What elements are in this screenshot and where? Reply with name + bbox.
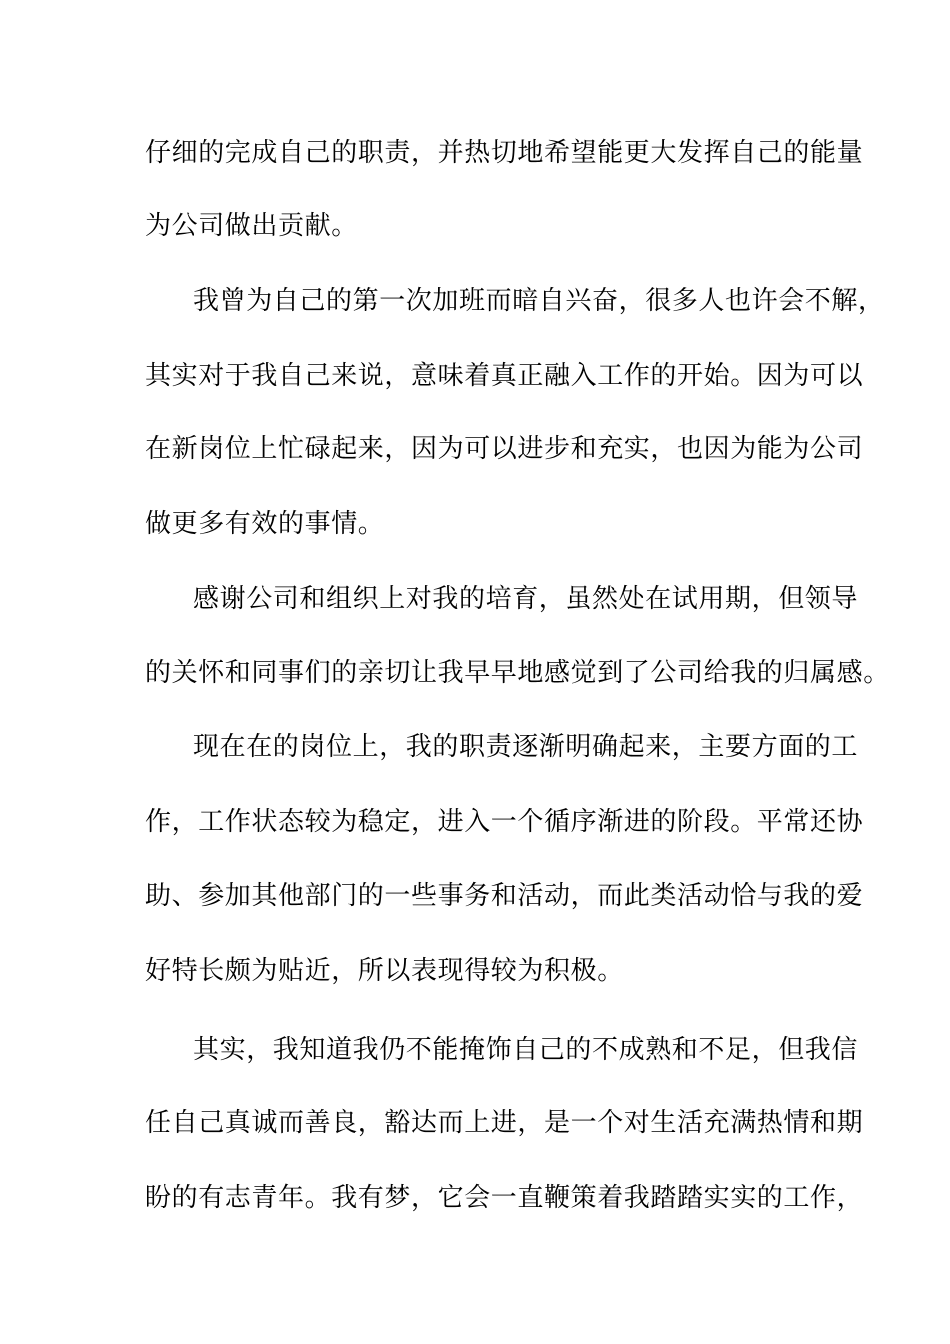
paragraph-start-line: 我曾为自己的第一次加班而暗自兴奋，很多人也许会不解， xyxy=(193,286,885,316)
text-line: 好特长颇为贴近，所以表现得较为积极。 xyxy=(145,956,624,986)
text-line: 做更多有效的事情。 xyxy=(145,509,385,539)
text-line: 助、参加其他部门的一些事务和活动，而此类活动恰与我的爱 xyxy=(145,881,864,911)
text-line: 仔细的完成自己的职责，并热切地希望能更大发挥自己的能量 xyxy=(145,138,864,168)
paragraph-start-line: 现在在的岗位上，我的职责逐渐明确起来，主要方面的工 xyxy=(193,732,859,762)
text-line: 其实对于我自己来说，意味着真正融入工作的开始。因为可以 xyxy=(145,361,864,391)
text-line: 任自己真诚而善良，豁达而上进，是一个对生活充满热情和期 xyxy=(145,1108,864,1138)
paragraph-start-line: 其实，我知道我仍不能掩饰自己的不成熟和不足，但我信 xyxy=(193,1035,859,1065)
text-line: 的关怀和同事们的亲切让我早早地感觉到了公司给我的归属感。 xyxy=(145,658,890,688)
text-line: 在新岗位上忙碌起来，因为可以进步和充实，也因为能为公司 xyxy=(145,434,864,464)
text-line: 作，工作状态较为稳定，进入一个循序渐进的阶段。平常还协 xyxy=(145,807,864,837)
paragraph-start-line: 感谢公司和组织上对我的培育，虽然处在试用期，但领导 xyxy=(193,584,859,614)
text-line: 为公司做出贡献。 xyxy=(145,211,358,241)
text-line: 盼的有志青年。我有梦，它会一直鞭策着我踏踏实实的工作， xyxy=(145,1183,864,1213)
